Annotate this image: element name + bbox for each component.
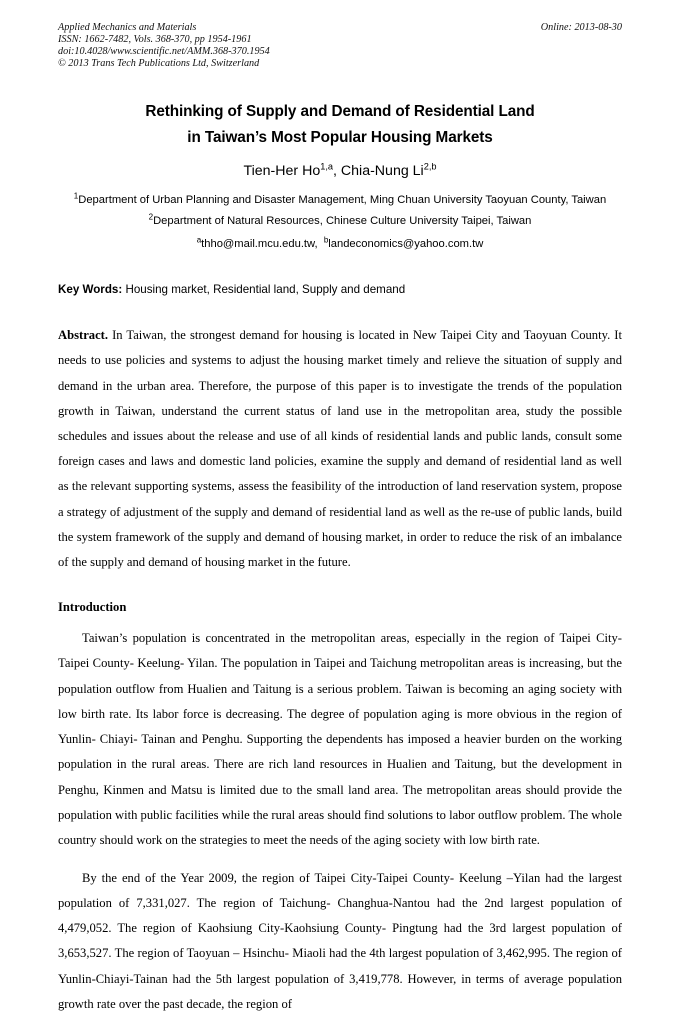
affiliation-2-text: Department of Natural Resources, Chinese Culture University Taipei, Taiwan bbox=[153, 215, 532, 228]
page-title bbox=[58, 99, 622, 151]
page-content bbox=[58, 22, 622, 1030]
journal-doi-line: doi:10.4028/www.scientific.net/AMM.368-370.1954 bbox=[58, 46, 270, 58]
journal-copyright-line: © 2013 Trans Tech Publications Ltd, Switzerland bbox=[58, 58, 260, 70]
author-2-name: Chia-Nung Li bbox=[340, 163, 424, 180]
online-publication-date: Online: 2013-08-30 bbox=[540, 22, 622, 33]
section-heading-introduction: Introduction bbox=[58, 600, 127, 615]
title-line-2: in Taiwan’s Most Popular Housing Markets bbox=[187, 129, 493, 146]
abstract-block bbox=[58, 323, 622, 575]
keywords-line bbox=[58, 282, 622, 298]
affiliation-2-marker: 2 bbox=[148, 212, 154, 222]
journal-issn-line: ISSN: 1662-7482, Vols. 368-370, pp 1954-1961 bbox=[58, 34, 252, 46]
journal-header bbox=[58, 22, 622, 74]
affiliation-1-text: Department of Urban Planning and Disaster Management, Ming Chuan University Taoyuan County, Taiwan bbox=[78, 194, 607, 207]
abstract-label: Abstract. bbox=[58, 328, 109, 343]
author-2-superscript: 2,b bbox=[423, 161, 437, 172]
author-list bbox=[58, 161, 622, 181]
affiliation-2 bbox=[58, 211, 622, 232]
author-emails bbox=[58, 234, 622, 255]
journal-header-left bbox=[58, 22, 458, 70]
affiliation-list bbox=[58, 190, 622, 232]
introduction-paragraph-1: Taiwan’s population is concentrated in the metropolitan areas, especially in the region of Taipei City-Taipei County- Keelung- Yilan. The population in Taipei and Taichung metropolitan areas is increasing, but the population outflow from Hualien and Taitung is a serious problem. Taiwan is becoming an aging society with low birth rate. Its labor force is decreasing. The degree of population aging is more obvious in the region of Yunlin- Chiayi- Tainan and Penghu. Supporting the dependents has imposed a heavier burden on the working population in the rural areas. There are rich land resources in Hualien and Taitung, but the development in Penghu, Kinmen and Matsu is limited due to the small land area. The metropolitan areas should provide the population with public facilities while the rural areas should find solutions to labor outflow problem. The whole country should work on the strategies to meet the needs of the aging society with low birth rate. bbox=[58, 631, 622, 847]
title-line-1: Rethinking of Supply and Demand of Residential Land bbox=[145, 103, 535, 120]
journal-name: Applied Mechanics and Materials bbox=[58, 22, 197, 33]
keywords-label: Key Words: bbox=[58, 283, 123, 297]
introduction-paragraph-2: By the end of the Year 2009, the region of Taipei City-Taipei County- Keelung –Yilan had the largest population of 7,331,027. The region of Taichung- Changhua-Nantou had the 2nd largest population of 4,479,052. The region of Kaohsiung City-Kaohsiung County- Pingtung had the 3rd largest population of 3,653,527. The region of Taoyuan – Hsinchu- Miaoli had the 4th largest population of 3,462,995. The region of Yunlin-Chiayi-Tainan had the 5th largest population of 3,419,778. However, in terms of average population growth rate over the past decade, the region of bbox=[58, 870, 622, 1011]
author-1-name: Tien-Her Ho bbox=[243, 163, 321, 180]
email-b[interactable]: landeconomics@yahoo.com.tw bbox=[328, 238, 484, 251]
author-1-superscript: 1,a bbox=[320, 161, 334, 172]
email-b-marker: b bbox=[323, 235, 329, 245]
affiliation-1-marker: 1 bbox=[73, 191, 79, 201]
affiliation-1 bbox=[58, 190, 622, 211]
author-separator: , bbox=[333, 163, 341, 180]
abstract-text: In Taiwan, the strongest demand for housing is located in New Taipei City and Taoyuan County. It needs to use policies and systems to adjust the housing market timely and relieve the situation of supply and demand in the urban area. Therefore, the purpose of this paper is to investigate the trends of the population growth in Taiwan, understand the current status of land use in the metropolitan area, study the possible schedules and issues about the release and use of all kinds of residential lands and public lands, consult some foreign cases and laws and domestic land policies, examine the supply and demand of residential land as well as the relevant supporting systems, assess the feasibility of the introduction of land reservation system, propose a strategy of adjustment of the supply and demand of residential land as well as the re-use of public lands, build the system framework of the supply and demand of housing market, in order to reduce the risk of an imbalance of the supply and demand of housing market in the future. bbox=[58, 328, 622, 570]
email-a-marker: a bbox=[196, 235, 202, 245]
keywords-value: Housing market, Residential land, Supply and demand bbox=[125, 283, 406, 297]
email-a[interactable]: thho@mail.mcu.edu.tw, bbox=[201, 238, 318, 251]
